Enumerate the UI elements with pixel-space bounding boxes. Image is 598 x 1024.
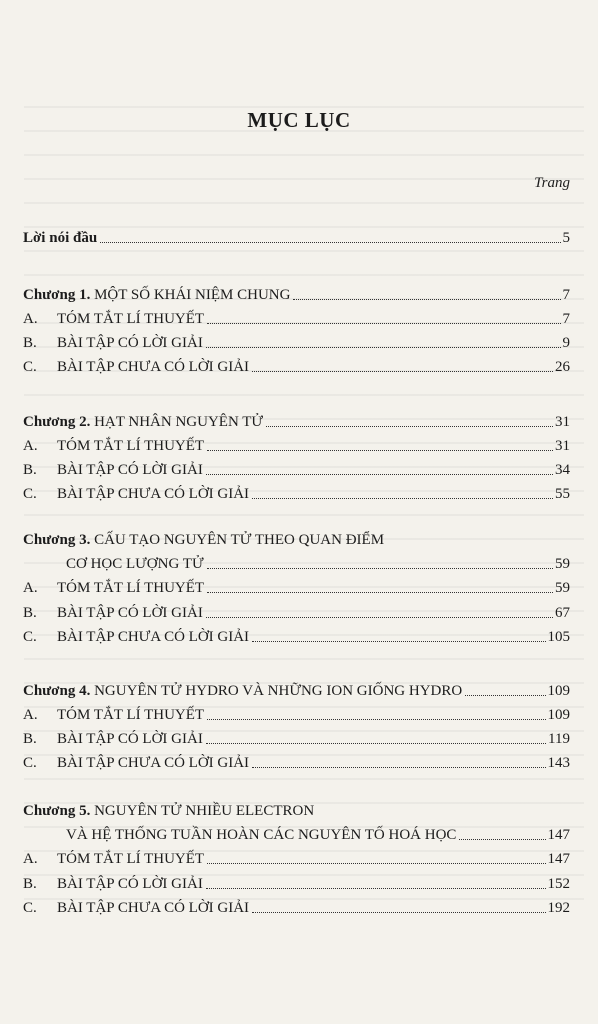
section-letter: A. — [23, 851, 38, 867]
dot-leader — [207, 568, 553, 569]
toc-entry-5a[interactable] — [23, 846, 570, 868]
toc-chapter-4[interactable] — [23, 678, 570, 700]
section-title: BÀI TẬP CÓ LỜI GIẢI — [57, 876, 203, 892]
chapter-title: CẤU TẠO NGUYÊN TỬ THEO QUAN ĐIỂM — [94, 532, 385, 548]
section-letter: A. — [23, 707, 38, 723]
section-letter: C. — [23, 486, 37, 502]
section-title: TÓM TẮT LÍ THUYẾT — [57, 580, 205, 596]
section-title: TÓM TẮT LÍ THUYẾT — [57, 438, 205, 454]
toc-chapter-3-continued[interactable] — [66, 551, 570, 573]
dot-leader — [206, 474, 553, 475]
toc-chapter-5[interactable] — [23, 798, 314, 820]
section-letter: C. — [23, 629, 37, 645]
section-letter: A. — [23, 438, 38, 454]
toc-page-number: 9 — [562, 335, 570, 351]
chapter-title-continued: VÀ HỆ THỐNG TUẦN HOÀN CÁC NGUYÊN TỐ HOÁ HỌC — [66, 827, 457, 843]
section-title: BÀI TẬP CHƯA CÓ LỜI GIẢI — [57, 755, 250, 771]
toc-entry-1a[interactable] — [23, 306, 570, 328]
section-title: TÓM TẮT LÍ THUYẾT — [57, 851, 205, 867]
chapter-number: Chương 1. — [23, 287, 91, 303]
toc-page-number: 192 — [547, 900, 570, 916]
section-title: BÀI TẬP CÓ LỜI GIẢI — [57, 731, 203, 747]
section-letter: B. — [23, 605, 37, 621]
toc-entry-4a[interactable] — [23, 702, 570, 724]
dot-leader — [266, 426, 553, 427]
toc-entry-3a[interactable] — [23, 575, 570, 597]
toc-page-number: 143 — [547, 755, 570, 771]
toc-entry-label: Lời nói đầu — [23, 230, 98, 246]
toc-entry-2a[interactable] — [23, 433, 570, 455]
page-column-label: Trang — [534, 175, 570, 191]
section-title: BÀI TẬP CÓ LỜI GIẢI — [57, 462, 203, 478]
dot-leader — [100, 242, 560, 243]
section-letter: A. — [23, 580, 38, 596]
toc-chapter-1[interactable] — [23, 282, 570, 304]
dot-leader — [293, 299, 560, 300]
dot-leader — [206, 888, 546, 889]
dot-leader — [207, 450, 553, 451]
toc-page-number: 5 — [562, 230, 570, 246]
dot-leader — [207, 863, 545, 864]
chapter-heading — [23, 682, 462, 700]
toc-entry-2c[interactable] — [23, 481, 570, 503]
chapter-number: Chương 5. — [23, 803, 91, 819]
section-title: TÓM TẮT LÍ THUYẾT — [57, 707, 205, 723]
toc-entry-2b[interactable] — [23, 457, 570, 479]
chapter-title: NGUYÊN TỬ HYDRO VÀ NHỮNG ION GIỐNG HYDRO — [94, 683, 463, 699]
toc-page-number: 59 — [555, 580, 570, 596]
section-title: BÀI TẬP CÓ LỜI GIẢI — [57, 605, 203, 621]
dot-leader — [459, 839, 545, 840]
dot-leader — [465, 695, 545, 696]
page-title: MỤC LỤC — [247, 108, 351, 132]
chapter-number: Chương 3. — [23, 532, 91, 548]
chapter-number: Chương 4. — [23, 683, 91, 699]
chapter-number: Chương 2. — [23, 414, 91, 430]
chapter-heading — [23, 286, 290, 304]
toc-page-number: 31 — [555, 438, 570, 454]
toc-entry-1b[interactable] — [23, 330, 570, 352]
section-letter: B. — [23, 876, 37, 892]
dot-leader — [206, 347, 561, 348]
toc-entry-3c[interactable] — [23, 624, 570, 646]
chapter-title: HẠT NHÂN NGUYÊN TỬ — [94, 414, 264, 430]
dot-leader — [206, 617, 553, 618]
dot-leader — [207, 592, 553, 593]
dot-leader — [252, 912, 545, 913]
toc-page-number: 109 — [547, 683, 570, 699]
section-letter: C. — [23, 359, 37, 375]
toc-page-number: 31 — [555, 414, 570, 430]
toc-entry-preface[interactable] — [23, 225, 570, 247]
section-letter: B. — [23, 335, 37, 351]
section-letter: B. — [23, 462, 37, 478]
dot-leader — [252, 498, 553, 499]
toc-entry-4b[interactable] — [23, 726, 570, 748]
section-letter: C. — [23, 755, 37, 771]
toc-entry-1c[interactable] — [23, 354, 570, 376]
toc-entry-5b[interactable] — [23, 871, 570, 893]
section-title: BÀI TẬP CÓ LỜI GIẢI — [57, 335, 203, 351]
toc-page-number: 7 — [562, 287, 570, 303]
toc-entry-4c[interactable] — [23, 750, 570, 772]
toc-page-number: 59 — [555, 556, 570, 572]
section-title: BÀI TẬP CHƯA CÓ LỜI GIẢI — [57, 486, 250, 502]
toc-page-number: 105 — [547, 629, 570, 645]
dot-leader — [252, 371, 553, 372]
toc-chapter-5-continued[interactable] — [66, 822, 570, 844]
section-letter: A. — [23, 311, 38, 327]
toc-entry-5c[interactable] — [23, 895, 570, 917]
dot-leader — [207, 719, 545, 720]
toc-entry-3b[interactable] — [23, 600, 570, 622]
toc-page-number: 7 — [562, 311, 570, 327]
chapter-title: NGUYÊN TỬ NHIỀU ELECTRON — [94, 803, 315, 819]
toc-page-number: 55 — [555, 486, 570, 502]
toc-page-number: 119 — [548, 731, 570, 747]
toc-page-number: 147 — [547, 851, 570, 867]
toc-page-number: 67 — [555, 605, 570, 621]
section-title: BÀI TẬP CHƯA CÓ LỜI GIẢI — [57, 629, 250, 645]
toc-page-number: 109 — [547, 707, 570, 723]
toc-chapter-3[interactable] — [23, 527, 384, 549]
dot-leader — [207, 323, 560, 324]
dot-leader — [252, 641, 545, 642]
section-title: BÀI TẬP CHƯA CÓ LỜI GIẢI — [57, 359, 250, 375]
toc-page-number: 152 — [547, 876, 570, 892]
toc-chapter-2[interactable] — [23, 409, 570, 431]
chapter-title-continued: CƠ HỌC LƯỢNG TỬ — [66, 556, 204, 572]
toc-page-number: 34 — [555, 462, 570, 478]
section-letter: B. — [23, 731, 37, 747]
toc-page-number: 26 — [555, 359, 570, 375]
section-title: BÀI TẬP CHƯA CÓ LỜI GIẢI — [57, 900, 250, 916]
section-title: TÓM TẮT LÍ THUYẾT — [57, 311, 205, 327]
dot-leader — [252, 767, 545, 768]
dot-leader — [206, 743, 546, 744]
chapter-heading — [23, 413, 263, 431]
toc-page-number: 147 — [547, 827, 570, 843]
chapter-title: MỘT SỐ KHÁI NIỆM CHUNG — [94, 287, 291, 303]
section-letter: C. — [23, 900, 37, 916]
